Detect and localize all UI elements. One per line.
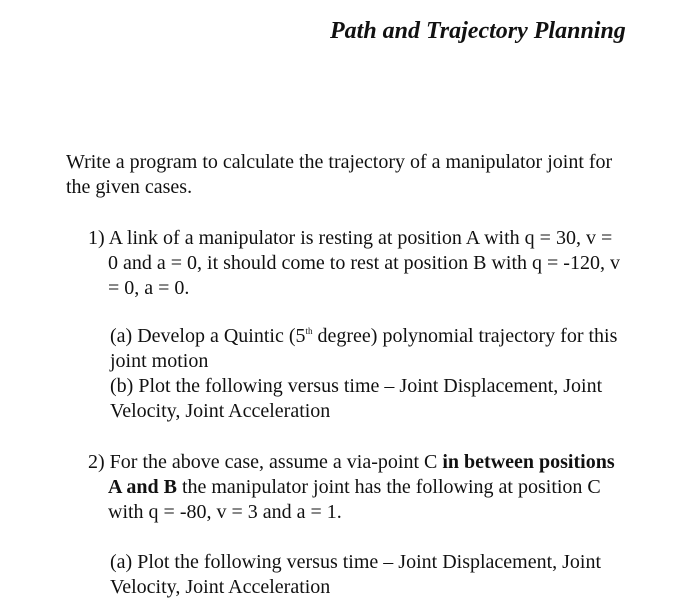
intro-paragraph	[66, 150, 666, 200]
intro-line-2: the given cases.	[66, 176, 193, 198]
part-a-text-after: degree) polynomial trajectory for this	[312, 325, 618, 347]
question-2-part-a-line-2: Velocity, Joint Acceleration	[110, 576, 331, 598]
question-1-line-1	[88, 226, 668, 251]
superscript-th: th	[305, 326, 313, 336]
question-2-parts	[110, 550, 670, 600]
question-2-number: 2)	[88, 451, 105, 473]
intro-line-1: Write a program to calculate the trajectory of a manipulator joint for	[66, 151, 613, 173]
question-1	[88, 226, 668, 301]
question-2-line-3: with q = -80, v = 3 and a = 1.	[108, 501, 342, 523]
question-2	[88, 450, 668, 525]
question-2-part-a-line-1: (a) Plot the following versus time – Joint Displacement, Joint	[110, 551, 602, 573]
question-2-text-2: the manipulator joint has the following at position C	[176, 476, 601, 498]
question-2-text-1: For the above case, assume a via-point C	[109, 451, 443, 473]
question-2-line-2	[88, 475, 668, 500]
question-1-part-a-line-2: joint motion	[110, 350, 209, 372]
question-2-bold-1: in between positions	[442, 451, 615, 473]
question-1-text-1: A link of a manipulator is resting at position A with q = 30, v =	[108, 227, 613, 249]
question-2-line-1	[88, 450, 668, 475]
question-1-line-2: 0 and a = 0, it should come to rest at position B with q = -120, v	[108, 252, 620, 274]
question-1-part-a-line-1	[110, 324, 670, 349]
page-title: Path and Trajectory Planning	[330, 18, 626, 44]
part-a-text-before: (a) Develop a Quintic (5	[110, 325, 306, 347]
question-1-number: 1)	[88, 227, 105, 249]
question-1-part-b-line-1: (b) Plot the following versus time – Joint Displacement, Joint	[110, 375, 603, 397]
question-1-part-b-line-2: Velocity, Joint Acceleration	[110, 400, 331, 422]
question-2-bold-2: A and B	[108, 476, 177, 498]
question-1-line-3: = 0, a = 0.	[108, 277, 190, 299]
question-1-parts	[110, 324, 670, 424]
